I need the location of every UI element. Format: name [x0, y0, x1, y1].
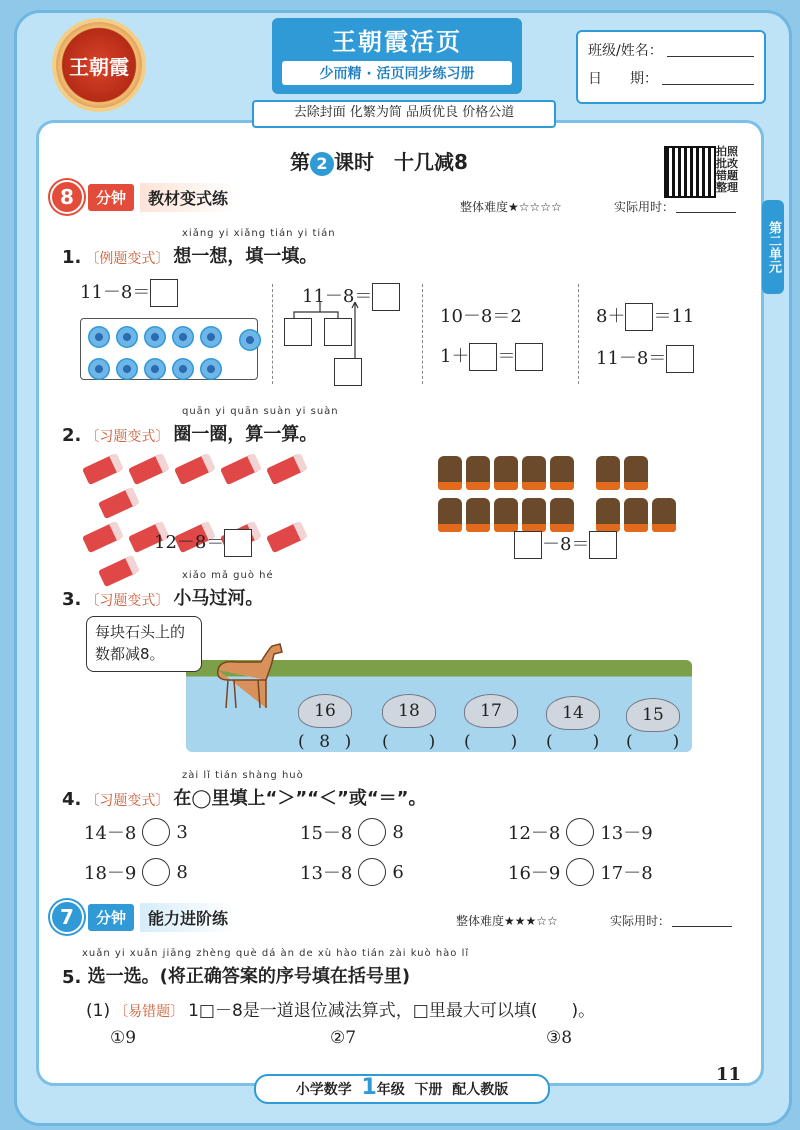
- option[interactable]: ①9: [110, 1028, 137, 1048]
- q2-eq1: 12－8＝: [154, 528, 252, 557]
- bear-icon: [494, 456, 518, 490]
- q1-eq4: 1＋ ＝: [440, 342, 543, 371]
- section-minutes-num: 8: [50, 180, 84, 214]
- flower-frame: [80, 318, 258, 380]
- compare-circle[interactable]: [358, 858, 386, 886]
- brand-subtitle: 少而精 · 活页同步练习册: [282, 61, 512, 85]
- time-label: 实际用时：: [614, 200, 675, 214]
- lesson-number: 2: [310, 152, 334, 176]
- qr-label: 拍照批改 错题整理: [716, 145, 738, 194]
- answer-box[interactable]: [224, 529, 252, 557]
- date-label: 日 期：: [588, 71, 658, 87]
- q1-eq1: 11－8＝: [80, 278, 178, 307]
- compare-item: 15－8 8: [300, 818, 404, 846]
- compare-item: 12－8 13－9: [508, 818, 653, 846]
- bear-icon: [466, 498, 490, 532]
- answer-paren[interactable]: ( 8 ): [298, 732, 352, 752]
- compare-circle[interactable]: [566, 818, 594, 846]
- q1-eq6: 11－8＝: [596, 344, 694, 373]
- bear-icon: [624, 456, 648, 490]
- compare-item: 18－9 8: [84, 858, 188, 886]
- q1-eq3: 10－8＝2: [440, 306, 522, 327]
- compare-circle[interactable]: [358, 818, 386, 846]
- horse-icon: [206, 640, 292, 710]
- q5-sub1: (1) 〔易错题〕 1□－8是一道退位减法算式，□里最大可以填( )。: [86, 1001, 596, 1021]
- section-title: 能力进阶练: [140, 903, 236, 932]
- compare-circle[interactable]: [142, 858, 170, 886]
- compare-item: 13－8 6: [300, 858, 404, 886]
- stone: 15: [626, 698, 680, 732]
- name-box: [576, 30, 766, 104]
- compare-item: 14－8 3: [84, 818, 188, 846]
- section-header-1: 8 分钟 教材变式练: [50, 180, 236, 214]
- flower-icon: [88, 326, 110, 348]
- unit-tab: 第二单元: [762, 200, 784, 294]
- difficulty: 整体难度★★★☆☆: [456, 914, 558, 928]
- brand-logo: 王朝霞: [56, 22, 142, 108]
- q1-eq5: 8＋ ＝11: [596, 302, 694, 331]
- bear-icon: [438, 498, 462, 532]
- bear-icon: [522, 498, 546, 532]
- answer-box[interactable]: [150, 279, 178, 307]
- answer-box[interactable]: [284, 318, 312, 346]
- flower-icon: [200, 326, 222, 348]
- answer-paren[interactable]: ( ): [546, 732, 600, 752]
- stone: 18: [382, 694, 436, 728]
- flower-icon: [88, 358, 110, 380]
- bear-icon: [550, 498, 574, 532]
- footer-banner: 小学数学 1年级 下册 配人教版: [254, 1074, 550, 1104]
- option[interactable]: ③8: [546, 1028, 573, 1048]
- eraser-icon: [98, 555, 140, 587]
- time-field[interactable]: [676, 212, 736, 213]
- flower-icon: [116, 326, 138, 348]
- class-field[interactable]: [667, 40, 754, 57]
- eraser-icon: [174, 453, 216, 485]
- answer-box[interactable]: [589, 531, 617, 559]
- speech-bubble: 每块石头上的数都减8。: [86, 616, 202, 672]
- eraser-icon: [98, 487, 140, 519]
- q1-eq2: 11－8＝: [302, 282, 400, 311]
- flower-icon: [172, 358, 194, 380]
- eraser-icon: [82, 521, 124, 553]
- flower-icon: [144, 326, 166, 348]
- answer-box[interactable]: [666, 345, 694, 373]
- bear-icon: [494, 498, 518, 532]
- eraser-icon: [266, 521, 308, 553]
- bear-icon: [438, 456, 462, 490]
- page-number: 11: [716, 1064, 742, 1085]
- slogan: 去除封面 化繁为简 品质优良 价格公道: [252, 100, 556, 128]
- eraser-icon: [82, 453, 124, 485]
- qr-code[interactable]: [664, 146, 716, 198]
- q2-eq2: －8＝: [514, 530, 617, 559]
- compare-circle[interactable]: [566, 858, 594, 886]
- answer-box[interactable]: [514, 531, 542, 559]
- flower-icon: [200, 358, 222, 380]
- answer-box[interactable]: [515, 343, 543, 371]
- flower-icon: [116, 358, 138, 380]
- eraser-icon: [266, 453, 308, 485]
- stone: 17: [464, 694, 518, 728]
- answer-paren[interactable]: ( ): [382, 732, 436, 752]
- flower-icon: [144, 358, 166, 380]
- section-minutes-num: 7: [50, 900, 84, 934]
- class-label: 班级/姓名：: [588, 43, 663, 59]
- bear-icon: [550, 456, 574, 490]
- time-label: 实际用时：: [610, 914, 671, 928]
- stone: 14: [546, 696, 600, 730]
- answer-paren[interactable]: ( ): [626, 732, 680, 752]
- compare-circle[interactable]: [142, 818, 170, 846]
- bear-icon: [624, 498, 648, 532]
- stone: 16: [298, 694, 352, 728]
- question-3: xiǎo mǎ guò hé 3. 〔习题变式〕 小马过河。: [62, 570, 274, 610]
- option[interactable]: ②7: [330, 1028, 357, 1048]
- section-title: 教材变式练: [140, 183, 236, 212]
- answer-box[interactable]: [334, 358, 362, 386]
- bear-icon: [596, 498, 620, 532]
- flower-icon: [239, 329, 261, 351]
- brand-banner: [272, 18, 522, 94]
- time-field[interactable]: [672, 926, 732, 927]
- answer-box[interactable]: [625, 303, 653, 331]
- lesson-title: 第 2 课时 十几减8: [290, 150, 468, 174]
- brand-title: 王朝霞活页: [332, 28, 462, 56]
- difficulty: 整体难度★☆☆☆☆: [460, 200, 562, 214]
- bear-icon: [596, 456, 620, 490]
- eraser-icon: [128, 453, 170, 485]
- answer-paren[interactable]: ( ): [464, 732, 518, 752]
- section-header-2: 7 分钟 能力进阶练: [50, 900, 236, 934]
- bear-icon: [652, 498, 676, 532]
- question-1: xiǎng yi xiǎng tián yi tián 1. 〔例题变式〕 想一想，填一填。: [62, 228, 336, 268]
- flower-icon: [172, 326, 194, 348]
- eraser-icon: [220, 453, 262, 485]
- compare-item: 16－9 17－8: [508, 858, 653, 886]
- answer-box[interactable]: [324, 318, 352, 346]
- divider: [422, 284, 423, 384]
- question-4: zài lǐ tián shàng huò 4. 〔习题变式〕 在◯里填上“＞”“＜”或“＝”。: [62, 770, 427, 810]
- bear-icon: [522, 456, 546, 490]
- bear-icon: [466, 456, 490, 490]
- answer-box[interactable]: [469, 343, 497, 371]
- divider: [578, 284, 579, 384]
- date-field[interactable]: [662, 68, 754, 85]
- bear-group: [436, 454, 696, 538]
- divider: [272, 284, 273, 384]
- question-2: quān yi quān suàn yi suàn 2. 〔习题变式〕 圈一圈，算一算。: [62, 406, 339, 446]
- question-5: xuǎn yi xuǎn jiāng zhèng què dá àn de xù hào tián zài kuò hào lǐ 5. 选一选。(将正确答案的序号填在括号里): [62, 948, 470, 988]
